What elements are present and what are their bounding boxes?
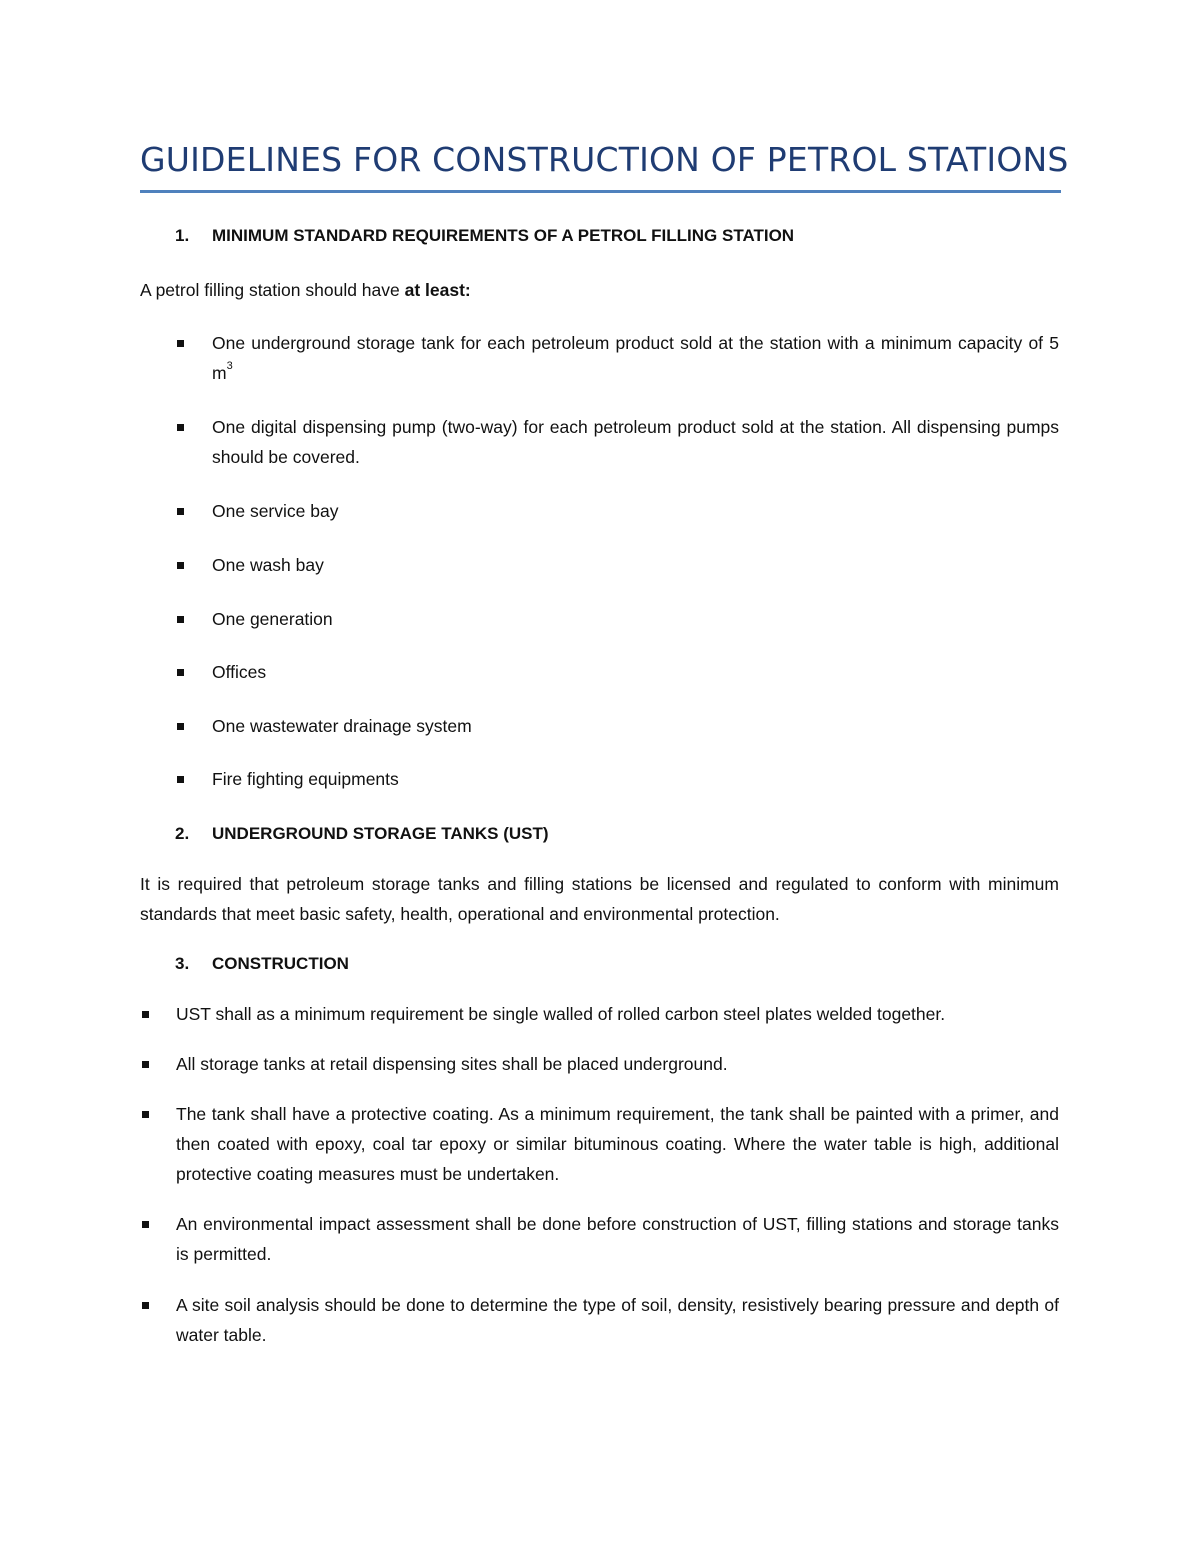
bullet-icon bbox=[142, 1061, 149, 1068]
title-underline bbox=[140, 190, 1061, 193]
section-1-intro-emphasis: at least: bbox=[404, 280, 471, 300]
list-item: One service bay bbox=[212, 501, 339, 521]
section-2-paragraph: It is required that petroleum storage tanks and filling stations be licensed and regulated to conform with minimum standards that meet basic safety, health, operational and environmental protection. bbox=[140, 874, 1059, 924]
superscript: 3 bbox=[226, 360, 233, 373]
list-item: A site soil analysis should be done to determine the type of soil, density, resistively bearing pressure and depth of water table. bbox=[176, 1295, 1059, 1345]
bullet-icon bbox=[142, 1111, 149, 1118]
list-item: Offices bbox=[212, 662, 267, 682]
list-item: One wash bay bbox=[212, 555, 324, 575]
section-3-number: 3. bbox=[175, 954, 190, 973]
list-item: UST shall as a minimum requirement be single walled of rolled carbon steel plates welded together. bbox=[176, 1004, 946, 1024]
bullet-icon bbox=[142, 1011, 149, 1018]
bullet-icon bbox=[177, 562, 184, 569]
section-2-title: UNDERGROUND STORAGE TANKS (UST) bbox=[212, 824, 549, 843]
section-1-intro-text: A petrol filling station should have bbox=[140, 280, 405, 300]
section-2-number: 2. bbox=[175, 824, 190, 843]
section-3-title: CONSTRUCTION bbox=[212, 954, 349, 973]
section-1-intro bbox=[140, 275, 1059, 305]
document-title: GUIDELINES FOR CONSTRUCTION OF PETROL STATIONS bbox=[140, 140, 1069, 179]
list-item: An environmental impact assessment shall be done before construction of UST, filling stations and storage tanks is permitted. bbox=[176, 1214, 1059, 1264]
list-item: One generation bbox=[212, 609, 333, 629]
bullet-icon bbox=[142, 1302, 149, 1309]
list-item: One wastewater drainage system bbox=[212, 716, 472, 736]
bullet-icon bbox=[177, 669, 184, 676]
section-1-title: MINIMUM STANDARD REQUIREMENTS OF A PETROL FILLING STATION bbox=[212, 226, 795, 245]
list-item: One underground storage tank for each petroleum product sold at the station with a minimum capacity of 5 $m^3$ bbox=[212, 333, 1059, 383]
list-item: Fire fighting equipments bbox=[212, 769, 399, 789]
list-item: The tank shall have a protective coating. As a minimum requirement, the tank shall be painted with a primer, and then coated with epoxy, coal tar epoxy or similar bituminous coating. Where the water table is high, additional protective coating measures must be undertaken. bbox=[176, 1104, 1059, 1184]
list-item: One digital dispensing pump (two-way) for each petroleum product sold at the station. All dispensing pumps should be covered. bbox=[212, 417, 1059, 467]
bullet-icon bbox=[177, 723, 184, 730]
bullet-icon bbox=[142, 1221, 149, 1228]
bullet-icon bbox=[177, 508, 184, 515]
bullet-icon bbox=[177, 424, 184, 431]
list-item: All storage tanks at retail dispensing sites shall be placed underground. bbox=[176, 1054, 728, 1074]
bullet-icon bbox=[177, 340, 184, 347]
bullet-icon bbox=[177, 616, 184, 623]
bullet-icon bbox=[177, 776, 184, 783]
section-1-number: 1. bbox=[175, 226, 190, 245]
